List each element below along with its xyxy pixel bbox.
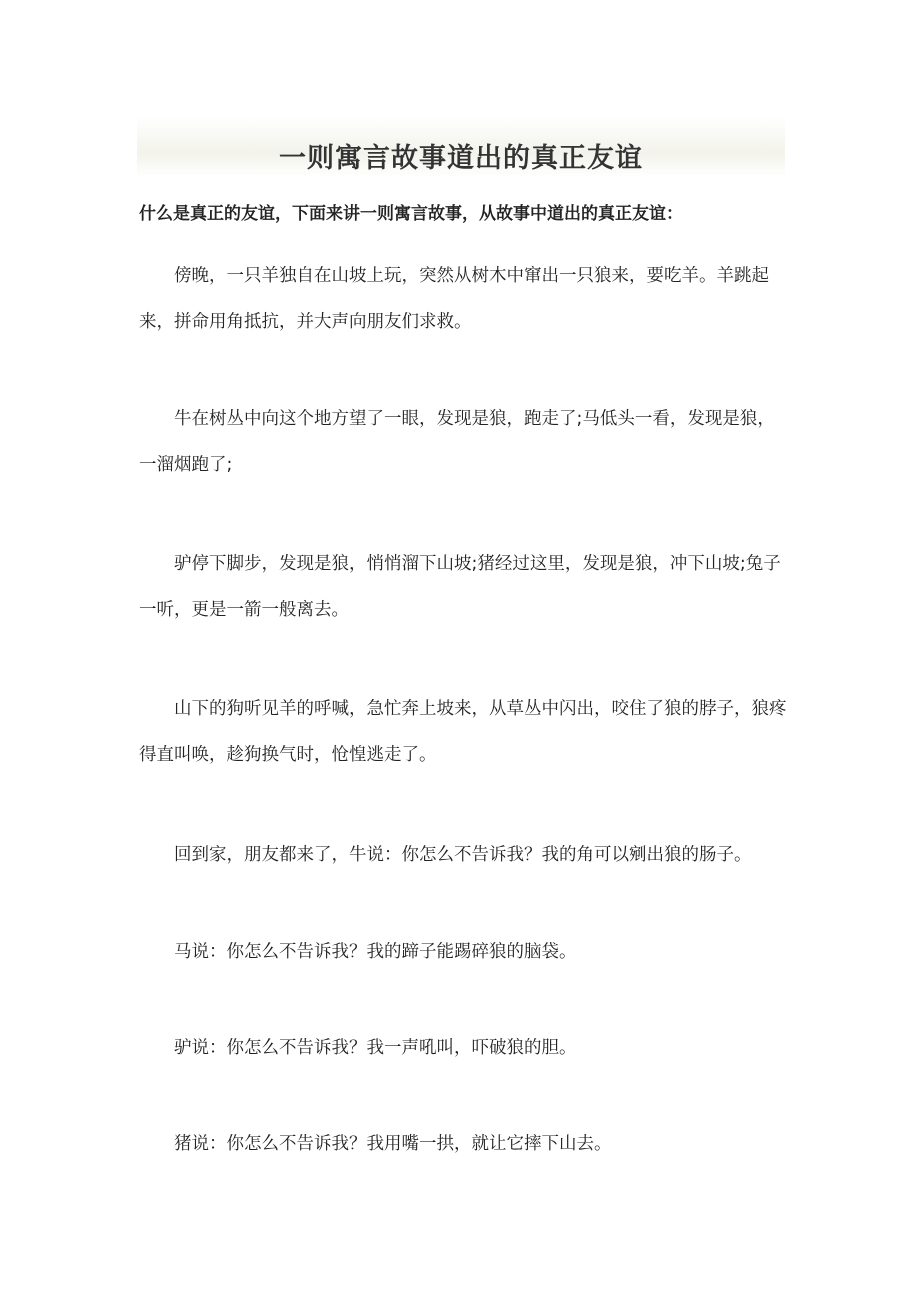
story-paragraph-3: 驴停下脚步，发现是狼，悄悄溜下山坡;猪经过这里，发现是狼，冲下山坡;兔子一听，更是一箭一般离去。 — [139, 554, 781, 620]
page-title: 一则寓言故事道出的真正友谊 — [279, 143, 643, 174]
story-paragraph-7: 驴说：你怎么不告诉我？我一声吼叫，吓破狼的胆。 — [174, 1038, 577, 1058]
story-paragraph-1: 傍晚，一只羊独自在山坡上玩，突然从树木中窜出一只狼来，要吃羊。羊跳起来，拼命用角抵抗，并大声向朋友们求救。 — [139, 266, 769, 332]
story-paragraph-6: 马说：你怎么不告诉我？我的蹄子能踢碎狼的脑袋。 — [174, 942, 577, 962]
story-paragraph-8: 猪说：你怎么不告诉我？我用嘴一拱，就让它摔下山去。 — [174, 1134, 612, 1154]
intro-text: 什么是真正的友谊，下面来讲一则寓言故事，从故事中道出的真正友谊： — [139, 204, 683, 224]
story-paragraph-2: 牛在树丛中向这个地方望了一眼，发现是狼，跑走了;马低头一看，发现是狼，一溜烟跑了; — [139, 409, 775, 475]
story-paragraph-4: 山下的狗听见羊的呼喊，急忙奔上坡来，从草丛中闪出，咬住了狼的脖子，狼疼得直叫唤，趁狗换气时，怆惶逃走了。 — [139, 699, 787, 765]
story-paragraph-5: 回到家，朋友都来了，牛说：你怎么不告诉我？我的角可以剜出狼的肠子。 — [174, 845, 752, 865]
